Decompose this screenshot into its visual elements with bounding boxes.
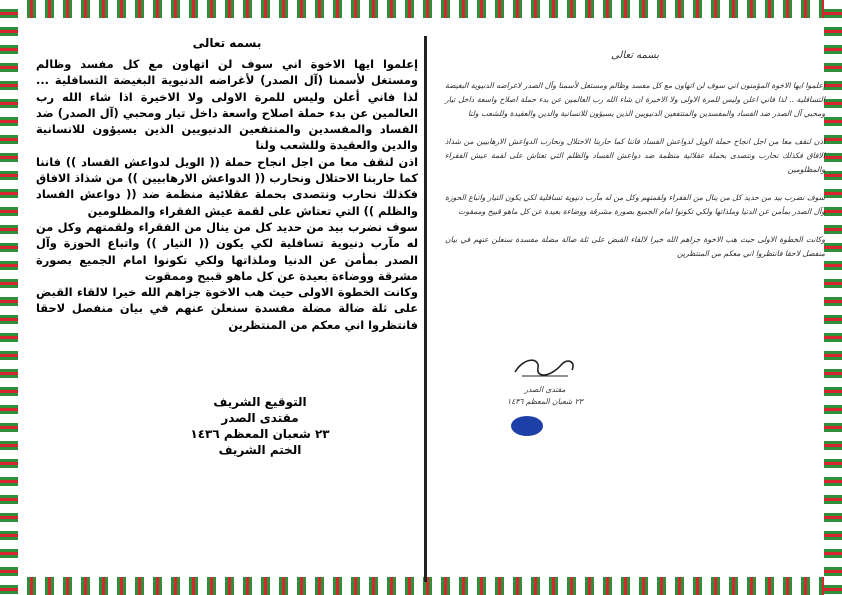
decorative-border-top [0,0,842,18]
typed-signature-block [160,394,360,458]
seal-label: الختم الشريف [218,443,302,457]
handwritten-signer-name: مقتدى الصدر [524,385,566,394]
signature-label: التوقيع الشريف [213,395,307,409]
page-divider [424,36,427,582]
typed-paragraph-3: سوف نضرب بيد من حديد كل من ينال من الفقراء ولقمتهم وكل من له مآرب دنيوية تسافلية لكي يكون (( التيار )) واتباع الحوزة وآل الصدر بمأمن عن الدنيا وملذاتها ولكي تكونوا امام الجميع بصورة مشرقة ووضاءة بعيدة عن كل ماهو قبيح وممقوت [36,219,418,283]
decorative-border-right [824,0,842,595]
typed-paragraph-4: وكانت الخطوة الاولى حيث هب الاخوة جزاهم الله خيرا لالقاء القبض على ثلة ضالة مضلة مفسدة سنعلن عنهم في بيان منفصل لاحقا فانتظروا اني معكم من المنتظرين [36,285,418,332]
signature-date: ٢٣ شعبان المعظم ١٤٣٦ [190,427,330,441]
handwritten-paragraph-3: سوف نضرب بيد من حديد كل من ينال من الفقراء ولقمتهم وكل من له مآرب دنيوية تسافلية لكي يكون التيار واتباع الحوزة وآل الصدر بمأمن عن الدنيا وملذاتها ولكي تكونوا امام الجميع بصورة مشرقة ووضاءة بعيدة عن كل ماهو قبيح وممقوت [445,193,825,216]
typed-body [36,56,418,333]
typed-statement [36,36,418,556]
handwritten-date: ٢٣ شعبان المعظم ١٤٣٦ [507,397,583,406]
handwritten-paragraph-2: اذن لنقف معا من اجل انجاح حملة الويل لدواعش الفساد فاننا كما حاربنا الاحتلال ونحارب الدواعش الارهابيين من شذاذ الافاق فكذلك نحارب ونتصدى بحملة عقلائية منظمة ضد دواعش الفساد والظلم التي تعتاش على لقمة عيش الفقراء والمظلومين [445,137,825,174]
handwritten-paragraph-1: إعلموا ايها الاخوة المؤمنون اني سوف لن اتهاون مع كل مفسد وظالم ومستغل لأسمنا وآل الصدر لاغراضه الدنيوية البغيضة التسافلية .. لذا فاني اعلن وليس للمرة الاولى ولا الاخيرة ان شاء الله رب العالمين عن بدء حملة اصلاح واسعة داخل تيار ومحبي آل الصدر ضد الفساد والمفسدين والمنتفعين الدنيويين الذين يسيؤون للانسانية والدين والعقيدة وللشعب ولنا [445,81,825,118]
typed-paragraph-1: إعلموا ايها الاخوة اني سوف لن اتهاون مع كل مفسد وظالم ومستغل لأسمنا (آل الصدر) لأغراضه الدنيوية البغيضة التسافلية ... لذا فاني أعلن وليس للمرة الاولى ولا الاخيرة اذا شاء الله رب العالمين عن بدء حملة اصلاح واسعة داخل تيار ومحبي (آل الصدر) ضد الفساد والمفسدين والمنتفعين الدنيويين الذين يسيؤون للانسانية والدين والعقيدة وللشعب ولنا [36,57,418,153]
handwritten-paragraph-4: وكانت الخطوة الاولى حيث هب الاخوة جزاهم الله خيرا لالقاء القبض على ثلة ضالة مضلة مفسدة سنعلن عنهم في بيان منفصل لاحقا فانتظروا اني معكم من المنتظرين [445,235,825,258]
signer-name: مقتدى الصدر [221,411,299,425]
handwritten-signature-block [485,354,605,408]
signature-scribble-icon [510,354,580,380]
decorative-border-bottom [0,577,842,595]
decorative-border-left [0,0,18,595]
official-seal-icon [511,416,543,436]
typed-paragraph-2: اذن لنقف معا من اجل انجاح حملة (( الويل لدواعش الفساد )) فاننا كما حاربنا الاحتلال ونحارب (( الدواعش الارهابيين )) من شذاذ الافاق فكذلك نحارب ونتصدى بحملة عقلائية منظمة ضد (( دواعش الفساد والظلم )) التي تعتاش على لقمة عيش الفقراء والمظلومين [36,154,418,218]
typed-header: بسمه تعالى [192,36,262,50]
handwritten-header: بسمه تعالى [610,50,660,61]
handwritten-statement [445,36,825,576]
